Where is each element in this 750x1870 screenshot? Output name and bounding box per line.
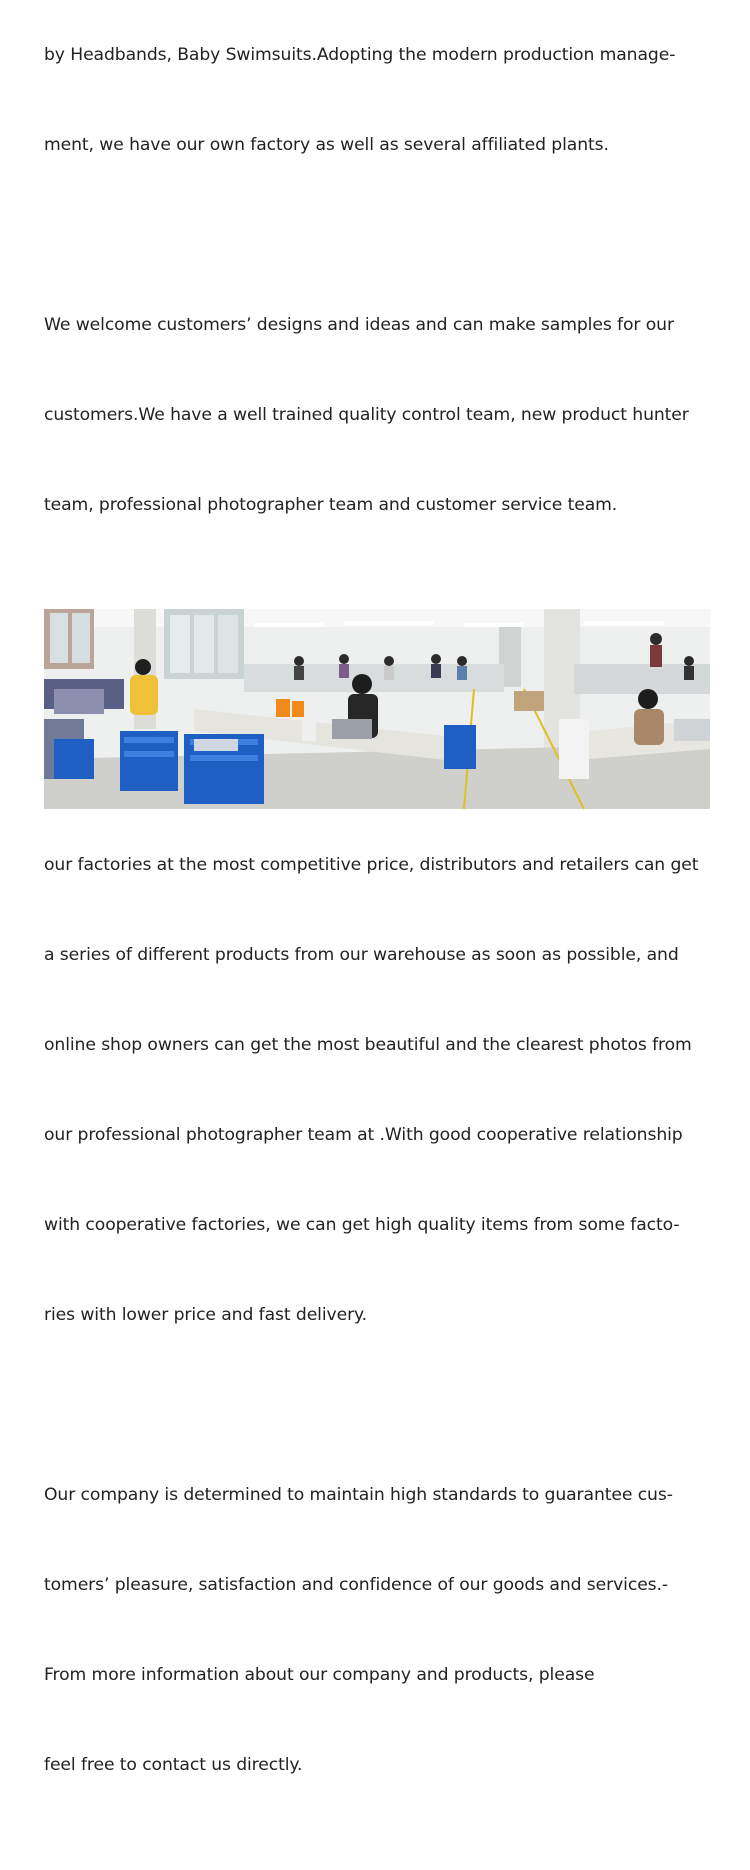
text-line: with cooperative factories, we can get high quality items from some facto- (44, 1215, 680, 1235)
text-line: team, professional photographer team and customer service team. (44, 495, 618, 515)
text-line: tomers’ pleasure, satisfaction and confidence of our goods and services.- (44, 1575, 668, 1595)
paragraph-production (44, 0, 712, 220)
text-line: our factories at the most competitive price, distributors and retailers can get (44, 855, 699, 875)
text-line: by Headbands, Baby Swimsuits.Adopting the modern production manage- (44, 45, 676, 65)
text-line: Our company is determined to maintain high standards to guarantee cus- (44, 1485, 673, 1505)
text-line: We welcome customers’ designs and ideas and can make samples for our (44, 315, 674, 335)
article-body (44, 0, 712, 1870)
text-line: From more information about our company and products, please (44, 1665, 595, 1685)
factory-workshop-photo (44, 609, 710, 809)
factory-scene-illustration (44, 609, 710, 809)
text-line: ment, we have our own factory as well as several affiliated plants. (44, 135, 609, 155)
paragraph-commitment (44, 1420, 712, 1840)
text-line: online shop owners can get the most beautiful and the clearest photos from (44, 1035, 692, 1055)
text-line: our professional photographer team at .With good cooperative relationship (44, 1125, 683, 1145)
text-line: ries with lower price and fast delivery. (44, 1305, 368, 1325)
text-line: a series of different products from our warehouse as soon as possible, and (44, 945, 679, 965)
paragraph-teams (44, 250, 712, 580)
text-line: feel free to contact us directly. (44, 1755, 303, 1775)
text-line: customers.We have a well trained quality control team, new product hunter (44, 405, 689, 425)
